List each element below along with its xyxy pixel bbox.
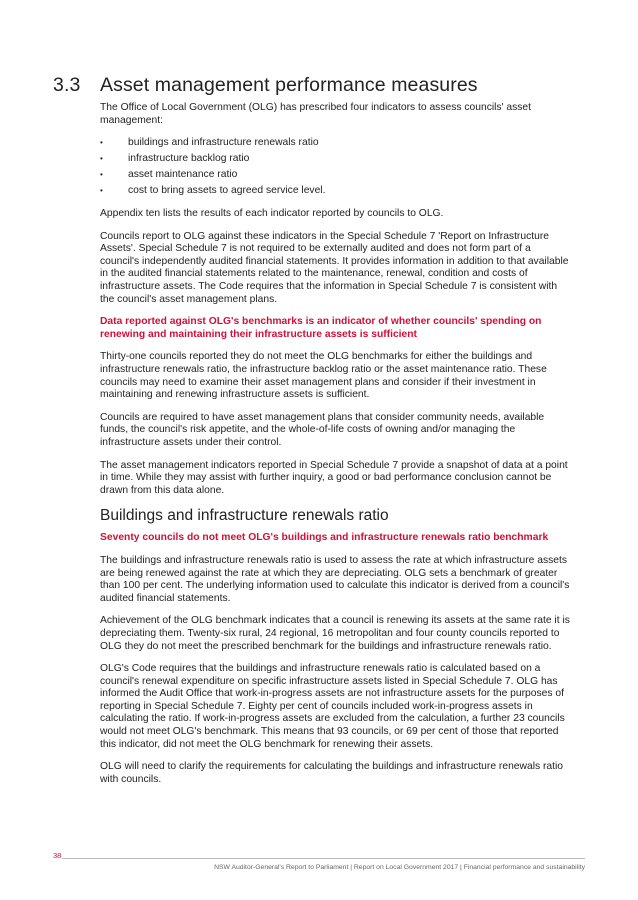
page-number: 38 xyxy=(53,851,62,860)
footer-text: NSW Auditor-General's Report to Parliament | Report on Local Government 2017 | Financial performance and sustainability xyxy=(214,864,585,871)
paragraph: Achievement of the OLG benchmark indicates that a council is renewing its assets at the same rate it is depreciating them. Twenty-six rural, 24 regional, 16 metropolitan and four county councils reported to OLG they do not meet the prescribed benchmark for the buildings and infrastructure renewals ratio. xyxy=(100,615,570,652)
callout-text: Seventy councils do not meet OLG's buildings and infrastructure renewals ratio benchmark xyxy=(100,532,549,544)
section-number: 3.3 xyxy=(53,74,81,96)
list-item: • cost to bring assets to agreed service level. xyxy=(100,185,572,198)
paragraph: Councils report to OLG against these indicators in the Special Schedule 7 'Report on Infrastructure Assets'. Special Schedule 7 is not required to be externally audited and does not form part of a council's independently audited financial statements. It provides information in addition to that available in the audited financial statements related to the maintenance, renewal, condition and costs of infrastructure assets. The Code requires that the information in Special Schedule 7 is consistent with the council's asset management plans. xyxy=(100,230,569,305)
callout-text: Data reported against OLG's benchmarks is an indicator of whether councils' spending on renewing and maintaining their infrastructure assets is sufficient xyxy=(100,316,542,340)
subheading: Buildings and infrastructure renewals ratio xyxy=(100,507,389,525)
indicator-list xyxy=(100,137,572,198)
footer-divider xyxy=(62,858,585,859)
paragraph: OLG will need to clarify the requirements for calculating the buildings and infrastructure renewals ratio with councils. xyxy=(100,761,564,785)
intro-paragraph: The Office of Local Government (OLG) has prescribed four indicators to assess councils' asset management: xyxy=(100,102,532,126)
paragraph: The asset management indicators reported in Special Schedule 7 provide a snapshot of data at a point in time. While they may assist with further inquiry, a good or bad performance conclusion cannot be drawn from this data alone. xyxy=(100,459,568,496)
paragraph: The buildings and infrastructure renewals ratio is used to assess the rate at which infrastructure assets are being renewed against the rate at which they are depreciating. OLG sets a benchmark of greater than 100 per cent. The underlying information used to calculate this indicator is derived from a council's audited financial statements. xyxy=(100,554,570,604)
list-item: • infrastructure backlog ratio xyxy=(100,153,572,166)
paragraph: Thirty-one councils reported they do not meet the OLG benchmarks for either the buildings and infrastructure renewals ratio, the infrastructure backlog ratio or the asset maintenance ratio. These councils may need to examine their asset management plans and consider if their investment in maintaining and renewing infrastructure assets is sufficient. xyxy=(100,351,547,401)
paragraph: OLG's Code requires that the buildings and infrastructure renewals ratio is calculated based on a council's renewal expenditure on specific infrastructure assets listed in Special Schedule 7. OLG has informed the Audit Office that work-in-progress assets are not infrastructure assets for the purposes of reporting in Special Schedule 7. Eighty per cent of councils included work-in-progress assets in calculating the ratio. If work-in-progress assets are excluded from the calculation, a further 23 councils would not meet OLG's benchmark. This means that 93 councils, or 69 per cent of those that reported this indicator, did not meet the OLG benchmark for renewing their assets. xyxy=(100,663,565,750)
section-heading xyxy=(53,74,478,97)
list-item: • buildings and infrastructure renewals ratio xyxy=(100,137,572,150)
list-item: • asset maintenance ratio xyxy=(100,169,572,182)
section-title: Asset management performance measures xyxy=(100,74,478,96)
paragraph: Councils are required to have asset management plans that consider community needs, available funds, the council's risk appetite, and the whole-of-life costs of owning and/or managing the infrastructure assets under their control. xyxy=(100,411,545,448)
body-content xyxy=(100,102,572,796)
paragraph: Appendix ten lists the results of each indicator reported by councils to OLG. xyxy=(100,208,444,220)
